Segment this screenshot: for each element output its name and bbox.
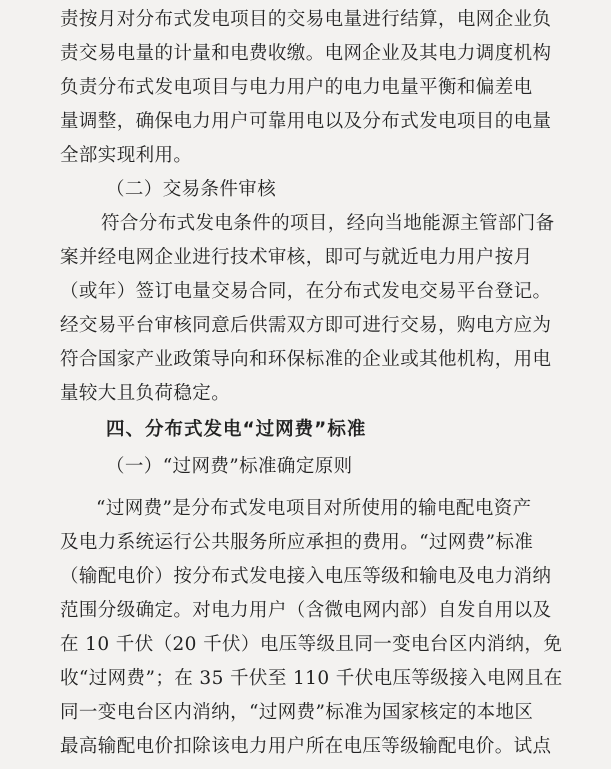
text-line-12: 量较大且负荷稳定。	[60, 383, 231, 404]
text-line-19: 在 10 千伏（20 千伏）电压等级且同一变电台区内消纳，免	[60, 634, 563, 655]
text-line-1: 责按月对分布式发电项目的交易电量进行结算，电网企业负	[60, 9, 552, 30]
text-line-4: 量调整，确保电力用户可靠用电以及分布式发电项目的电量	[60, 111, 552, 132]
text-line-20: 收“过网费”；在 35 千伏至 110 千伏电压等级接入电网且在	[60, 668, 563, 689]
text-line-3: 负责分布式发电项目与电力用户的电力电量平衡和偏差电	[60, 77, 533, 98]
text-line-18: 范围分级确定。对电力用户（含微电网内部）自发自用以及	[60, 600, 552, 621]
text-line-5: 全部实现利用。	[60, 145, 193, 166]
text-line-15: “过网费”是分布式发电项目对所使用的输电配电资产	[96, 498, 532, 519]
subsection-heading-fee-principle: （一）“过网费”标准确定原则	[106, 456, 353, 477]
section-heading-trade-conditions: （二）交易条件审核	[106, 179, 277, 200]
text-line-17: （输配电价）按分布式发电接入电压等级和输电及电力消纳	[60, 566, 552, 587]
text-line-8: 案并经电网企业进行技术审核，即可与就近电力用户按月	[60, 247, 533, 268]
text-line-11: 符合国家产业政策导向和环保标准的企业或其他机构，用电	[60, 349, 552, 370]
text-line-16: 及电力系统运行公共服务所应承担的费用。“过网费”标准	[60, 532, 534, 553]
text-line-10: 经交易平台审核同意后供需双方即可进行交易，购电方应为	[60, 315, 552, 336]
text-line-22: 最高输配电价扣除该电力用户所在电压等级输配电价。试点	[60, 736, 552, 757]
text-line-21: 同一变电台区内消纳，“过网费”标准为国家核定的本地区	[60, 702, 534, 723]
text-line-2: 责交易电量的计量和电费收缴。电网企业及其电力调度机构	[60, 43, 552, 64]
section-heading-fee-standard: 四、分布式发电“过网费”标准	[106, 419, 367, 440]
text-line-7: 符合分布式发电条件的项目，经向当地能源主管部门备	[101, 213, 555, 234]
text-line-9: （或年）签订电量交易合同，在分布式发电交易平台登记。	[60, 281, 552, 302]
